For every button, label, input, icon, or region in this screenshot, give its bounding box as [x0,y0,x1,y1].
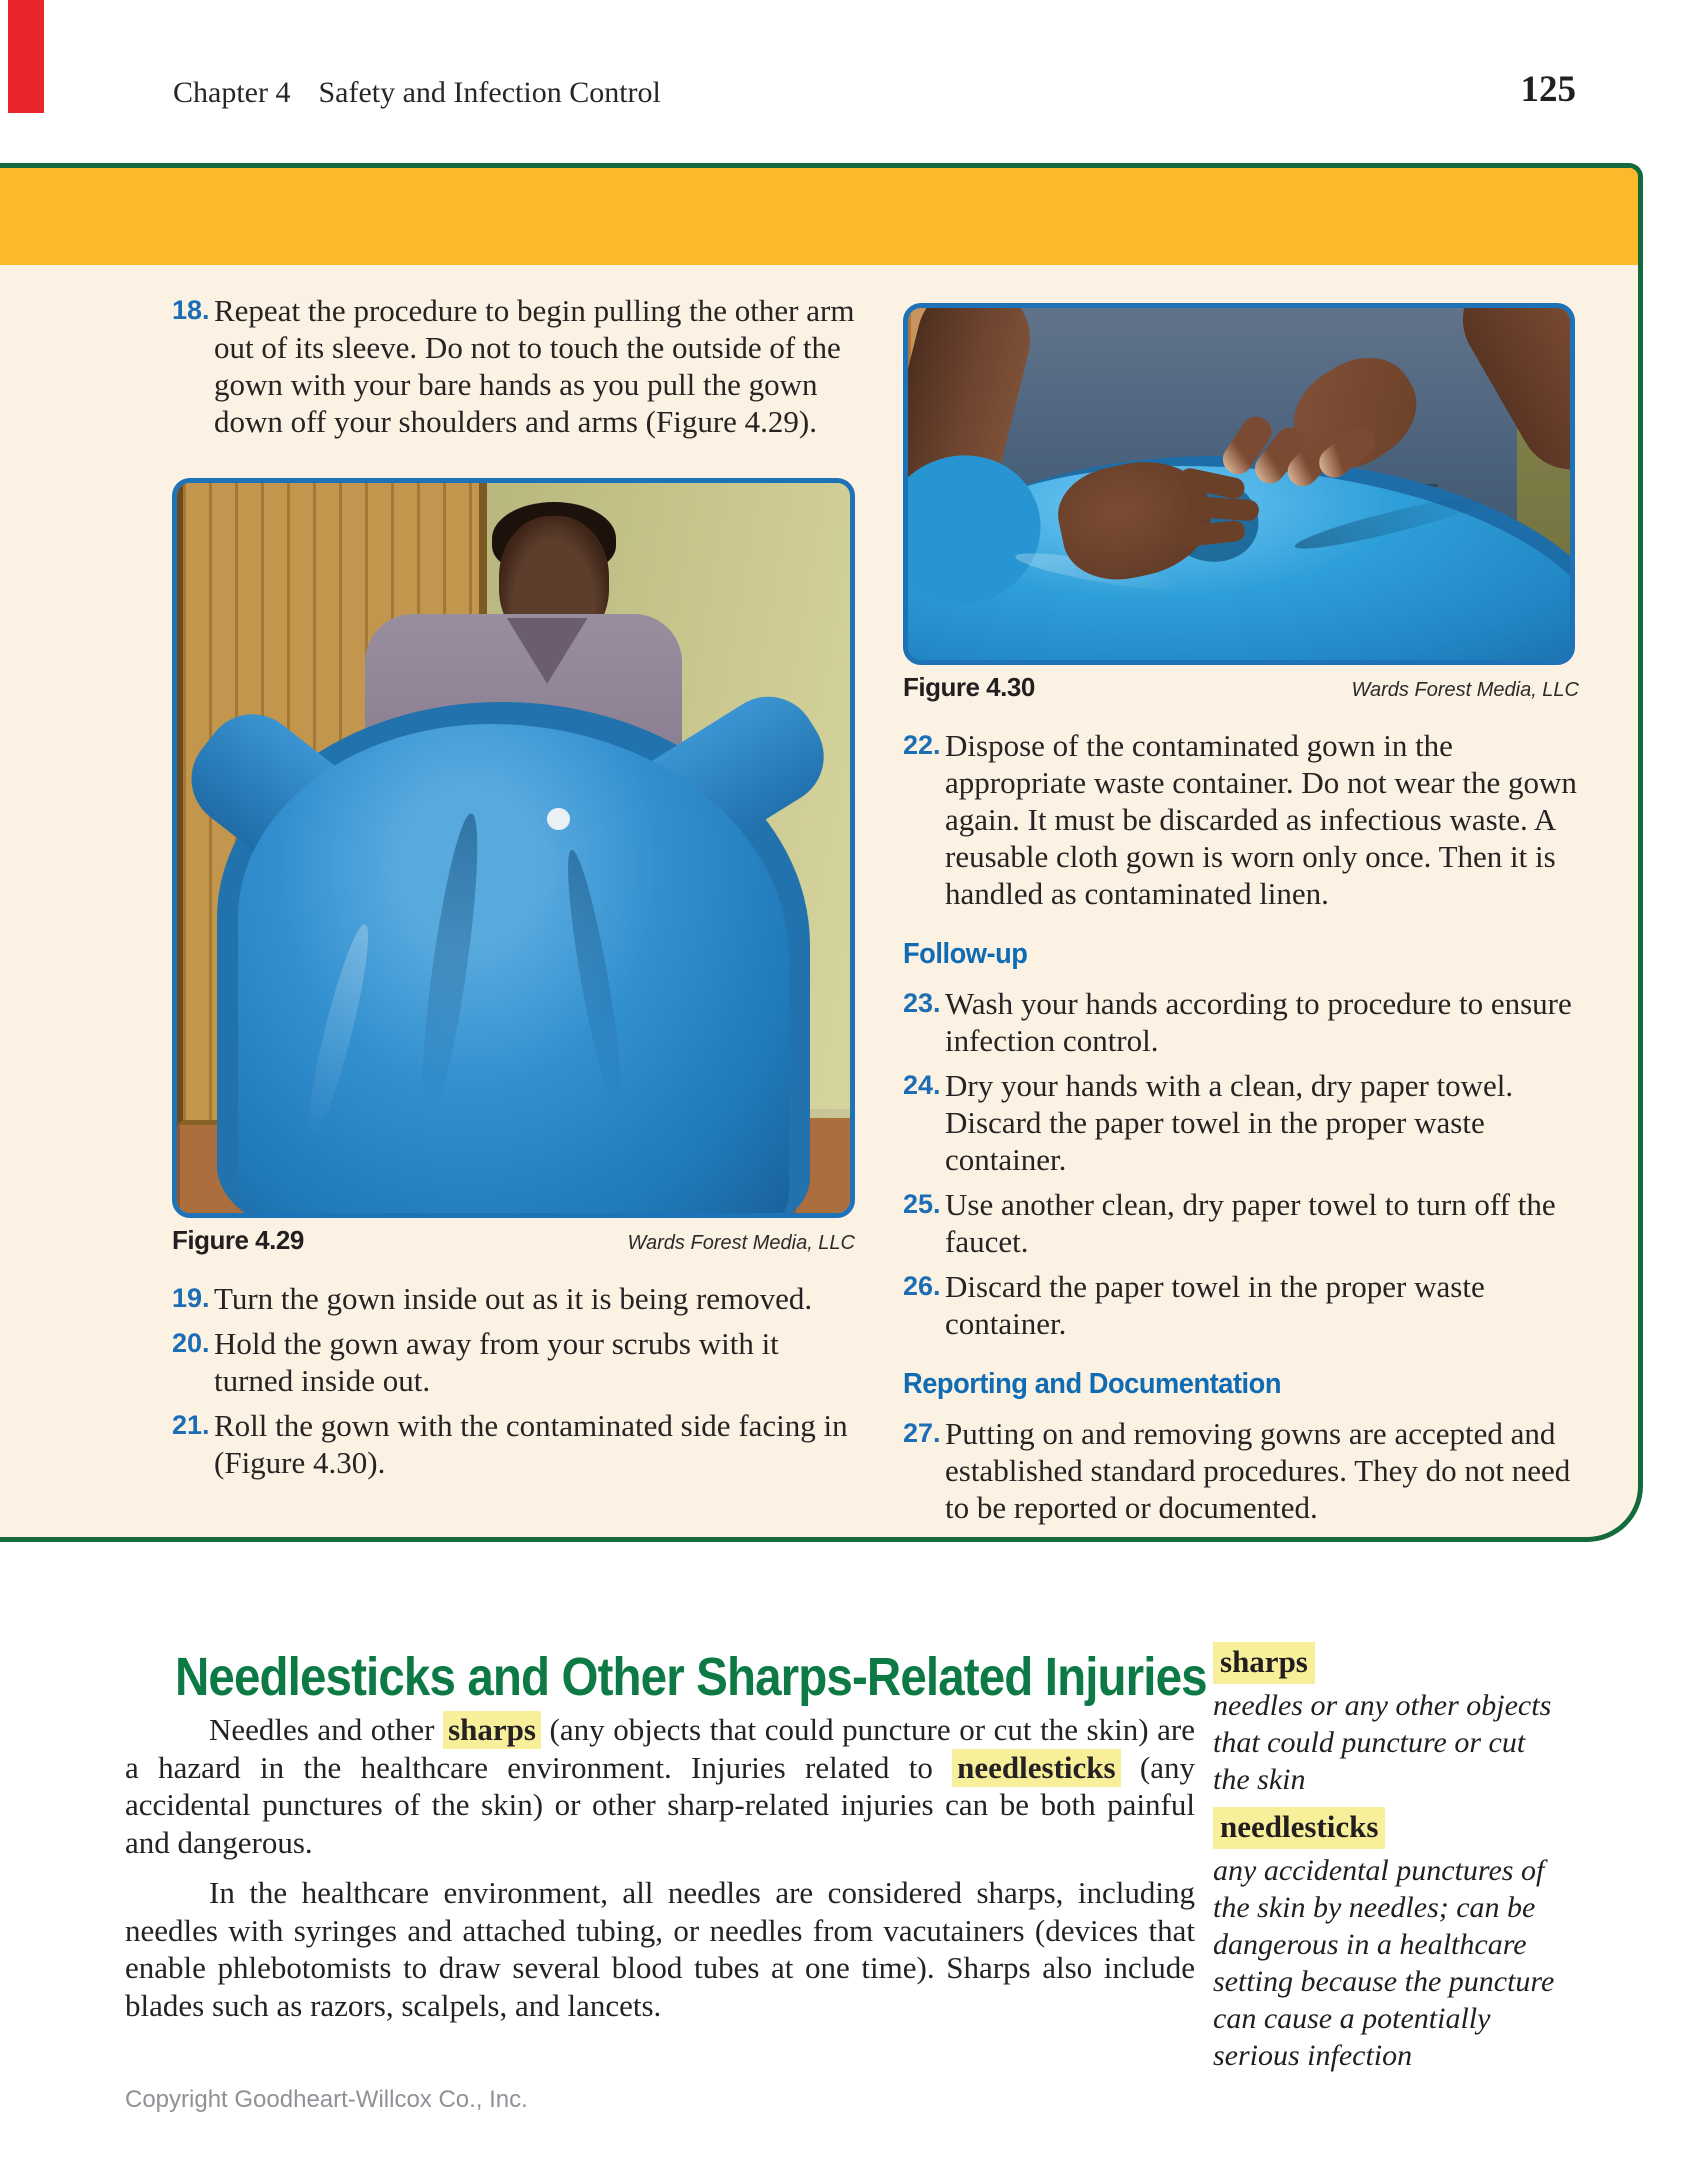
reporting-documentation-heading: Reporting and Documentation [903,1368,1282,1400]
figure-4-29-caption [172,1225,855,1256]
term-sharps: sharps [1213,1642,1315,1684]
section-body [125,1711,1195,2024]
step-number: 26. [903,1271,941,1301]
page-number: 125 [1520,69,1576,110]
panel-right-column [903,303,1579,1534]
section-heading: Needlesticks and Other Sharps-Related Injuries [175,1647,1207,1707]
procedure-step-25 [903,1186,1579,1260]
body-text: Needles and other [209,1712,444,1747]
procedure-step-26 [903,1268,1579,1342]
step-number: 24. [903,1070,941,1100]
definition-entry [1213,1807,1565,2074]
step-number: 27. [903,1418,941,1448]
procedure-step-27 [903,1415,1579,1526]
step-text: Roll the gown with the contaminated side facing in (Figure 4.30). [214,1408,848,1480]
step-text: Dispose of the contaminated gown in the appropriate waste container. Do not wear the gown again. It must be discarded as infectious waste. A reusable cloth gown is worn only once. Then it is handled as contaminated linen. [945,728,1577,911]
figure-label: Figure 4.29 [172,1225,304,1255]
term-needlesticks: needlesticks [1213,1807,1385,1849]
chapter-label: Chapter 4 [173,76,291,109]
definition-entry [1213,1642,1565,1798]
paragraph-2: In the healthcare environment, all needles are considered sharps, including needles with syringes and attached tubing, or needles from vacutainers (devices that enable phlebotomists to draw several blood tubes at one time). Sharps also include blades such as razors, scalpels, and lancets. [125,1875,1195,2023]
procedure-step-24 [903,1067,1579,1178]
page-edge-red-tab [8,0,44,113]
photo-credit: Wards Forest Media, LLC [627,1232,855,1254]
step-text: Putting on and removing gowns are accepted and established standard procedures. They do not need to be reported or documented. [945,1416,1571,1525]
procedure-step-21 [172,1407,855,1481]
step-text: Repeat the procedure to begin pulling the other arm out of its sleeve. Do not to touch the outside of the gown with your bare hands as you pull the gown down off your shoulders and arms (Figure 4.29). [214,293,855,439]
follow-up-heading: Follow-up [903,938,1028,970]
step-number: 22. [903,730,941,760]
photo-credit: Wards Forest Media, LLC [1351,679,1579,701]
step-number: 23. [903,988,941,1018]
step-text: Discard the paper towel in the proper waste container. [945,1269,1485,1341]
definition-text: any accidental punctures of the skin by needles; can be dangerous in a healthcare setting because the puncture can cause a potentially serious infection [1213,1854,1555,2072]
step-text: Dry your hands with a clean, dry paper towel. Discard the paper towel in the proper waste container. [945,1068,1514,1177]
step-text: Hold the gown away from your scrubs with it turned inside out. [214,1326,779,1398]
procedure-step-18 [172,292,855,440]
key-term-sharps: sharps [443,1711,541,1749]
panel-left-column [172,292,855,1489]
figure-4-30-caption [903,672,1579,703]
step-number: 18. [172,295,210,325]
chapter-title: Safety and Infection Control [318,76,661,109]
figure-4-30-photo [903,303,1575,665]
definition-text: needles or any other objects that could puncture or cut the skin [1213,1689,1552,1796]
procedure-step-23 [903,985,1579,1059]
step-number: 19. [172,1283,210,1313]
procedure-step-19 [172,1280,855,1317]
step-number: 25. [903,1189,941,1219]
body-text: (any accidental punctures of the skin) or other sharp-related injuries can be both painful and dangerous. [125,1749,1195,1860]
step-text: Use another clean, dry paper towel to turn off the faucet. [945,1187,1556,1259]
panel-yellow-band [0,168,1638,265]
step-text: Turn the gown inside out as it is being removed. [214,1281,813,1316]
procedure-step-20 [172,1325,855,1399]
copyright-notice: Copyright Goodheart-Willcox Co., Inc. [125,2086,528,2113]
running-head [173,76,661,110]
body-text: (any objects that could puncture or cut the skin) are a hazard in the healthcare environment. Injuries related to [125,1712,1195,1785]
key-term-needlesticks: needlesticks [952,1749,1120,1787]
blue-gown [238,724,790,1218]
paragraph-1 [125,1711,1195,1861]
figure-label: Figure 4.30 [903,672,1035,702]
step-number: 21. [172,1410,210,1440]
procedure-step-22 [903,727,1579,912]
procedure-panel [0,163,1643,1542]
margin-definitions [1213,1642,1565,2083]
step-text: Wash your hands according to procedure to ensure infection control. [945,986,1572,1058]
step-number: 20. [172,1328,210,1358]
figure-4-29-photo [172,478,855,1218]
